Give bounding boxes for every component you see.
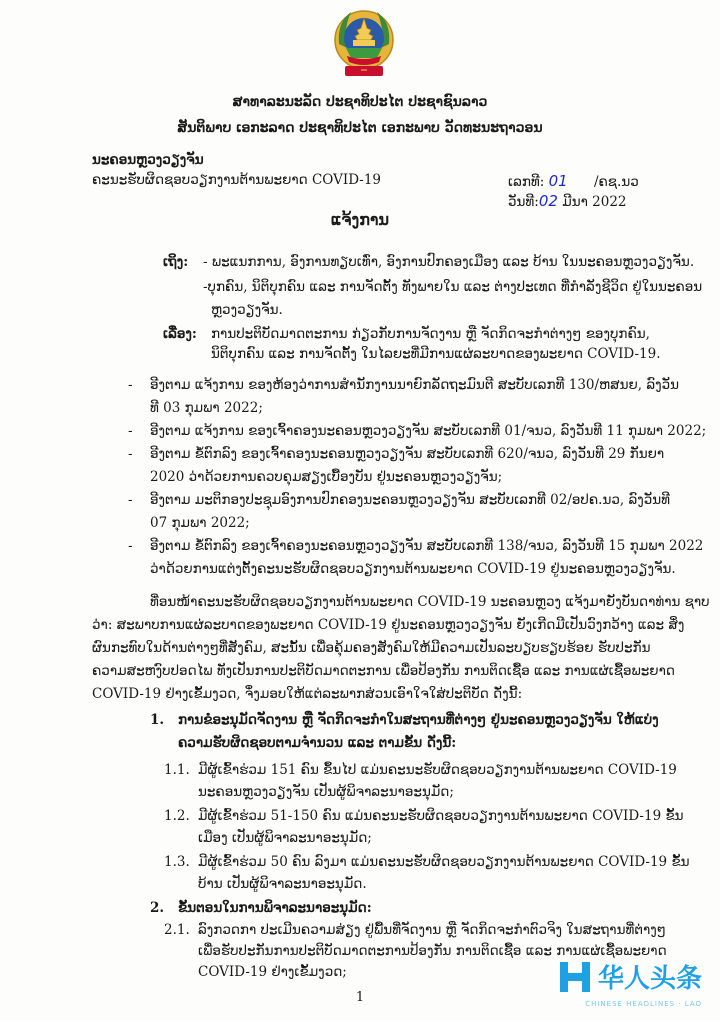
item-1-1-line-1: ມີຜູ້ເຂົ້າຮ່ວມ 151 ຄົນ ຂຶ້ນໄປ ແມ່ນຄະນະຮັບຜິດຊອບວຽກງານຕ້ານພະຍາດ COVID-19 bbox=[198, 762, 677, 778]
ref-4-line-1: ອີງຕາມ ມະຕິກອງປະຊຸມອົງການປົກຄອງນະຄອນຫຼວງວຽງຈັນ ສະບັບເລກທີ 02/ອປຄ.ນວ, ລົງວັນທີ bbox=[150, 492, 671, 508]
ref-2-line-1: ອີງຕາມ ແຈ້ງການ ຂອງເຈົ້າຄອງນະຄອນຫຼວງວຽງຈັນ ສະບັບເລກທີ 01/ຈນວ, ລົງວັນທີ 11 ກຸມພາ 2022; bbox=[150, 423, 707, 439]
document-number bbox=[508, 172, 639, 190]
ref-bullet: - bbox=[128, 423, 133, 439]
date-label: ວັນທີ: bbox=[508, 194, 539, 210]
section-2-heading: ຂັ້ນຕອນໃນການພິຈາລະນາອະນຸມັດ: bbox=[178, 900, 372, 916]
ref-5-line-2: ວ່າດ້ວຍການແຕ່ງຕັ້ງຄະນະຮັບຜິດຊອບວຽກງານຕ້ານພະຍາດ COVID-19 ຢູ່ນະຄອນຫຼວງວຽງຈັນ. bbox=[150, 561, 676, 577]
date-handwritten: 02 bbox=[538, 192, 558, 210]
ref-bullet: - bbox=[128, 377, 133, 393]
section-1-number: 1. bbox=[150, 712, 165, 728]
ref-bullet: - bbox=[128, 492, 133, 508]
date-suffix: ມີນາ 2022 bbox=[562, 194, 627, 210]
item-2-1-line-1: ລົງກວດກາ ປະເມີນຄວາມສ່ຽງ ຢູ່ພື້ນທີ່ຈັດງານ ຫຼື ຈັດກິດຈະກຳຕົວຈິງ ໃນສະຖານທີ່ຕ່າງໆ bbox=[198, 922, 666, 938]
item-1-3-line-1: ມີຜູ້ເຂົ້າຮ່ວມ 50 ຄົນ ລົງມາ ແມ່ນຄະນະຮັບຜິດຊອບວຽກງານຕ້ານພະຍາດ COVID-19 ຂັ້ນ bbox=[198, 854, 690, 870]
body-line-5: COVID-19 ຢ່າງເຂັ້ມງວດ, ຈຶ່ງມອບໃຫ້ແຕ່ລະພາກສ່ວນເອົາໃຈໃສ່ປະຕິບັດ ດັ່ງນີ້: bbox=[92, 686, 523, 702]
number-handwritten: 01 bbox=[548, 172, 568, 190]
country-name: ສາທາລະນະລັດ ປະຊາທິປະໄຕ ປະຊາຊົນລາວ bbox=[232, 94, 488, 110]
number-label: ເລກທີ: bbox=[508, 174, 545, 190]
to-line-1: - ພະແນກການ, ອົງການທຽບເທົ່າ, ອົງການປົກຄອງເມືອງ ແລະ ບ້ານ ໃນນະຄອນຫຼວງວຽງຈັນ. bbox=[203, 254, 695, 270]
subject-line-2: ນິຕິບຸກຄົນ ແລະ ການຈັດຕັ້ງ ໃນໄລຍະທີ່ມີການແຜ່ລະບາດຂອງພະຍາດ COVID-19. bbox=[211, 346, 661, 362]
body-line-3: ຜົນກະທົບໃນດ້ານຕ່າງໆທີ່ສັງຄົມ, ສະນັ້ນ ເພື່ອຄຸ້ມຄອງສັງຄົມໃຫ້ມີຄວາມເປັນລະບຽບຮຽບຮ້ອຍ ຮັບປະກັນ bbox=[92, 640, 651, 656]
ref-5-line-1: ອີງຕາມ ຂໍ້ຕົກລົງ ຂອງເຈົ້າຄອງນະຄອນຫຼວງວຽງຈັນ ສະບັບເລກທີ 138/ຈນວ, ລົງວັນທີ 15 ກຸມພາ 2022 bbox=[150, 538, 704, 554]
lao-national-emblem bbox=[333, 4, 395, 82]
ref-1-line-2: ທີ 03 ກຸມພາ 2022; bbox=[150, 400, 263, 416]
to-label: ເຖິງ: bbox=[163, 254, 189, 270]
watermark bbox=[558, 958, 702, 995]
item-1-2-line-1: ມີຜູ້ເຂົ້າຮ່ວມ 51-150 ຄົນ ແມ່ນຄະນະຮັບຜິດຊອບວຽກງານຕ້ານພະຍາດ COVID-19 ຂັ້ນ bbox=[198, 808, 684, 824]
subject-label: ເລື່ອງ: bbox=[163, 326, 197, 342]
to-line-3: ຫຼວງວຽງຈັນ. bbox=[211, 302, 283, 318]
ref-1-line-1: ອີງຕາມ ແຈ້ງການ ຂອງຫ້ອງວ່າການສຳນັກງານນາຍົກລັດຖະມົນຕີ ສະບັບເລກທີ 130/ຫສນຍ, ລົງວັນ bbox=[150, 377, 680, 393]
watermark-subtitle: CHINESE HEADLINES · LAO bbox=[585, 1000, 702, 1008]
body-line-1: ທີ່ອນໜ້າຄະນະຮັບຜິດຊອບວຽກງານຕ້ານພະຍາດ COVID-19 ນະຄອນຫຼວງ ແຈ້ງມາຍັງບັນດາທ່ານ ຊາບ bbox=[150, 594, 710, 610]
subject-line-1: ການປະຕິບັດມາດຕະການ ກ່ຽວກັບການຈັດງານ ຫຼື ຈັດກິດຈະກຳຕ່າງໆ ຂອງບຸກຄົນ, bbox=[211, 326, 650, 342]
number-suffix: /ຄຊ.ນວ bbox=[593, 174, 639, 190]
item-1-2-number: 1.2. bbox=[164, 808, 190, 824]
watermark-brand: 华人头条 bbox=[597, 964, 702, 994]
ref-bullet: - bbox=[128, 446, 133, 462]
item-2-1-number: 2.1. bbox=[164, 922, 190, 938]
item-1-1-number: 1.1. bbox=[164, 762, 190, 778]
document-date bbox=[508, 192, 627, 210]
ref-3-line-1: ອີງຕາມ ຂໍ້ຕົກລົງ ຂອງເຈົ້າຄອງນະຄອນຫຼວງວຽງຈັນ ສະບັບເລກທີ 620/ຈນວ, ລົງວັນທີ 29 ກັນຍາ bbox=[150, 446, 665, 462]
ref-3-line-2: 2020 ວ່າດ້ວຍການຄວບຄຸມສຽງເບື້ອງບັນ ຢູ່ນະຄອນຫຼວງວຽງຈັນ; bbox=[150, 469, 503, 485]
ref-bullet: - bbox=[128, 538, 133, 554]
item-1-3-number: 1.3. bbox=[164, 854, 190, 870]
item-2-1-line-2: ເພື່ອຮັບປະກັນການປະຕິບັດມາດຕະການປ້ອງກັນ ການຕິດເຊື້ອ ແລະ ການແຜ່ເຊື້ອພະຍາດ bbox=[198, 943, 667, 959]
org-city: ນະຄອນຫຼວງວຽງຈັນ bbox=[92, 152, 204, 168]
motto: ສັນຕິພາບ ເອກະລາດ ປະຊາທິປະໄຕ ເອກະພາບ ວັດທະນະຖາວອນ bbox=[177, 120, 543, 136]
item-1-2-line-2: ເມືອງ ເປັນຜູ້ພິຈາລະນາອະນຸມັດ; bbox=[198, 830, 372, 846]
item-1-1-line-2: ນະຄອນຫຼວງວຽງຈັນ ເປັນຜູ້ພິຈາລະນາອະນຸມັດ; bbox=[198, 784, 454, 800]
watermark-logo-icon bbox=[558, 960, 592, 994]
section-1-heading-line-2: ຄວາມຮັບຜິດຊອບຕາມຈຳນວນ ແລະ ຕາມຂັ້ນ ດັ່ງນີ້: bbox=[178, 735, 457, 751]
body-line-2: ວ່າ: ສະພາບການແຜ່ລະບາດຂອງພະຍາດ COVID-19 ຢູ່ນະຄອນຫຼວງວຽງຈັນ ຍັງເກີດມີເປັນວົງກວ້າງ ແລະ ສິ່ງ bbox=[92, 617, 685, 633]
section-1-heading-line-1: ການຂໍອະນຸມັດຈັດງານ ຫຼື ຈັດກິດຈະກຳໃນສະຖານທີ່ຕ່າງໆ ຢູ່ນະຄອນຫຼວງວຽງຈັນ ໃຫ້ແບ່ງ bbox=[178, 712, 659, 728]
item-2-1-line-3: COVID-19 ຢ່າງເຂັ້ມງວດ; bbox=[198, 964, 347, 980]
ref-4-line-2: 07 ກຸມພາ 2022; bbox=[150, 515, 250, 531]
document-title: ແຈ້ງການ bbox=[330, 210, 390, 229]
page-number: 1 bbox=[355, 990, 365, 1005]
section-2-number: 2. bbox=[150, 900, 165, 916]
body-line-4: ຄວາມສະຫງົບປອດໄພ ທັງເປັນການປະຕິບັດມາດຕະການ ເພື່ອປ້ອງກັນ ການຕິດເຊື້ອ ແລະ ການແຜ່ເຊື້ອພະຍາດ bbox=[92, 663, 675, 679]
org-committee: ຄະນະຮັບຜິດຊອບວຽກງານຕ້ານພະຍາດ COVID-19 bbox=[92, 172, 382, 188]
to-line-2: -ບຸກຄົນ, ນິຕິບຸກຄົນ ແລະ ການຈັດຕັ້ງ ທັງພາຍໃນ ແລະ ຕ່າງປະເທດ ທີ່ກຳລັງຊີວິດ ຢູ່ໃນນະຄອນ bbox=[203, 279, 703, 295]
item-1-3-line-2: ບ້ານ ເປັນຜູ້ພິຈາລະນາອະນຸມັດ. bbox=[198, 876, 367, 892]
